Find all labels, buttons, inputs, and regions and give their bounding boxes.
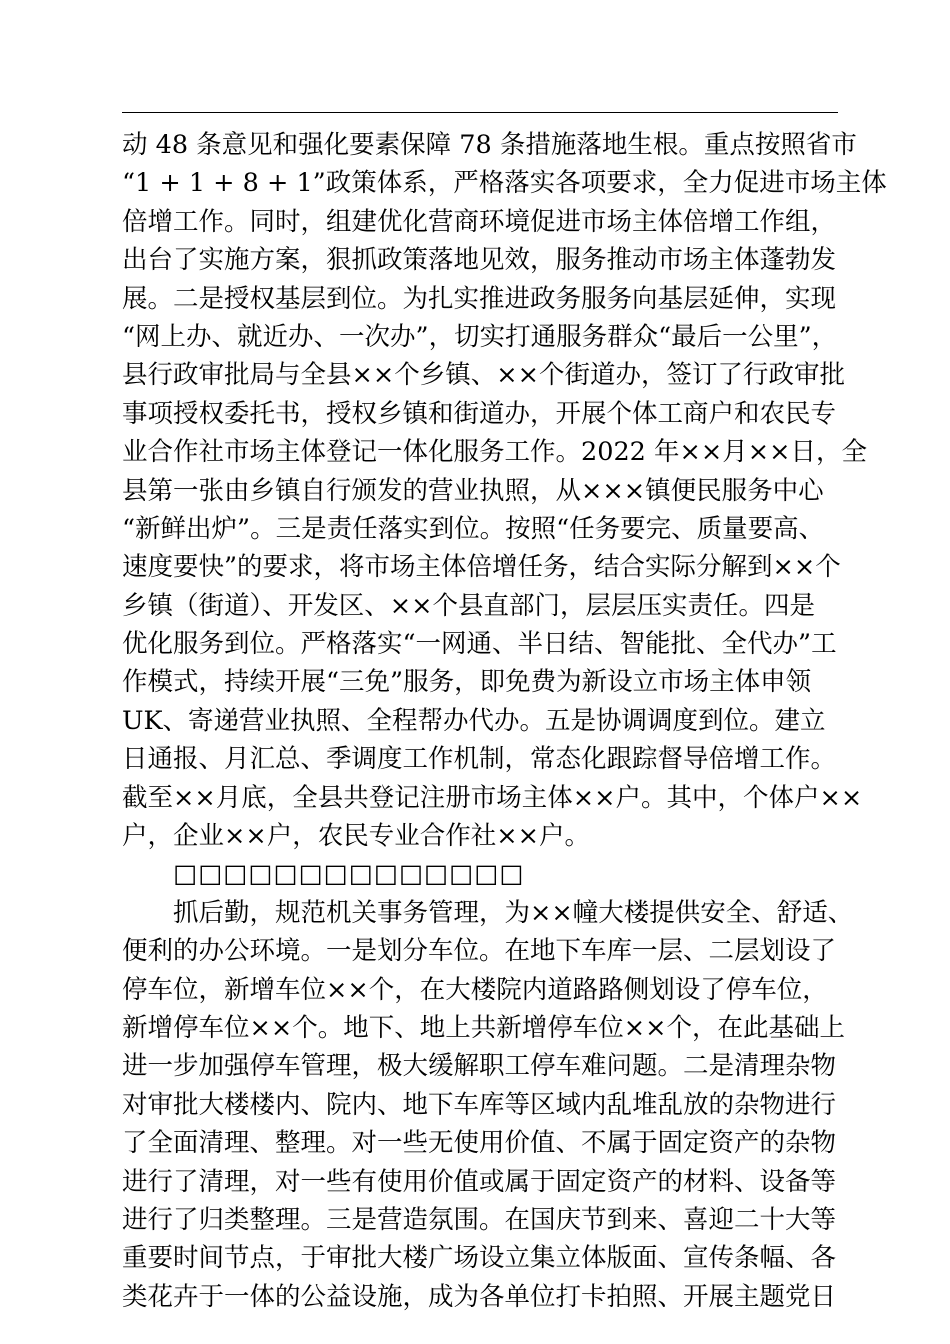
text-line: 动 48 条意见和强化要素保障 78 条措施落地生根。重点按照省市 (122, 130, 857, 160)
text-line: 乡镇（街道）、开发区、××个县直部门，层层压实责任。四是 (122, 590, 815, 621)
text-line: 停车位，新增车位××个，在大楼院内道路路侧划设了停车位， (122, 974, 828, 1005)
text-line: “新鲜出炉”。三是责任落实到位。按照“任务要完、质量要高、 (122, 513, 825, 544)
text-line: 日通报、月汇总、季调度工作机制，常态化跟踪督导倍增工作。 (122, 744, 837, 775)
text-line: 便利的办公环境。一是划分车位。在地下车库一层、二层划设了 (122, 936, 837, 967)
text-line: 新增停车位××个。地下、地上共新增停车位××个，在此基础上 (122, 1012, 845, 1043)
text-line: 进一步加强停车管理，极大缓解职工停车难问题。二是清理杂物 (122, 1051, 837, 1082)
text-line: 类花卉于一体的公益设施，成为各单位打卡拍照、开展主题党日 (122, 1281, 837, 1312)
document-body (122, 126, 887, 1316)
text-line: 县第一张由乡镇自行颁发的营业执照，从×××镇便民服务中心 (122, 475, 824, 506)
text-line: 重要时间节点，于审批大楼广场设立集立体版面、宣传条幅、各 (122, 1243, 837, 1274)
header-rule (122, 112, 838, 113)
text-line: 展。二是授权基层到位。为扎实推进政务服务向基层延伸，实现 (122, 283, 837, 314)
text-line: 了全面清理、整理。对一些无使用价值、不属于固定资产的杂物 (122, 1128, 837, 1159)
text-line: UK、寄递营业执照、全程帮办代办。五是协调调度到位。建立 (122, 705, 826, 736)
section-heading: □□□□□□□□□□□□□□ (173, 859, 525, 890)
text-line: 事项授权委托书，授权乡镇和街道办，开展个体工商户和农民专 (122, 398, 837, 429)
text-line: 优化服务到位。严格落实“一网通、半日结、智能批、全代办”工 (122, 629, 837, 660)
text-line: 出台了实施方案，狠抓政策落地见效，服务推动市场主体蓬勃发 (122, 245, 837, 276)
text-line: 抓后勤，规范机关事务管理，为××幢大楼提供安全、舒适、 (173, 897, 854, 928)
text-line: “网上办、就近办、一次办”，切实打通服务群众“最后一公里”， (122, 321, 838, 352)
text-line: 对审批大楼楼内、院内、地下车库等区域内乱堆乱放的杂物进行 (122, 1089, 837, 1120)
text-line: 县行政审批局与全县××个乡镇、××个街道办，签订了行政审批 (122, 360, 845, 391)
paragraph-1 (122, 126, 887, 855)
text-line: 作模式，持续开展“三免”服务，即免费为新设立市场主体申领 (122, 667, 812, 698)
text-line: 截至××月底，全县共登记注册市场主体××户。其中，个体户×× (122, 782, 863, 813)
paragraph-2 (122, 894, 862, 1316)
text-line: 速度要快”的要求，将市场主体倍增任务，结合实际分解到××个 (122, 552, 841, 583)
text-line: “1 + 1 + 8 + 1”政策体系，严格落实各项要求，全力促进市场主体 (122, 168, 887, 199)
text-line: 进行了归类整理。三是营造氛围。在国庆节到来、喜迎二十大等 (122, 1204, 837, 1235)
text-line: 户，企业××户，农民专业合作社××户。 (122, 821, 590, 852)
text-line: 业合作社市场主体登记一体化服务工作。2022 年××月××日，全 (122, 437, 867, 468)
text-line: 进行了清理，对一些有使用价值或属于固定资产的材料、设备等 (122, 1166, 837, 1197)
text-line: 倍增工作。同时，组建优化营商环境促进市场主体倍增工作组， (122, 206, 837, 237)
